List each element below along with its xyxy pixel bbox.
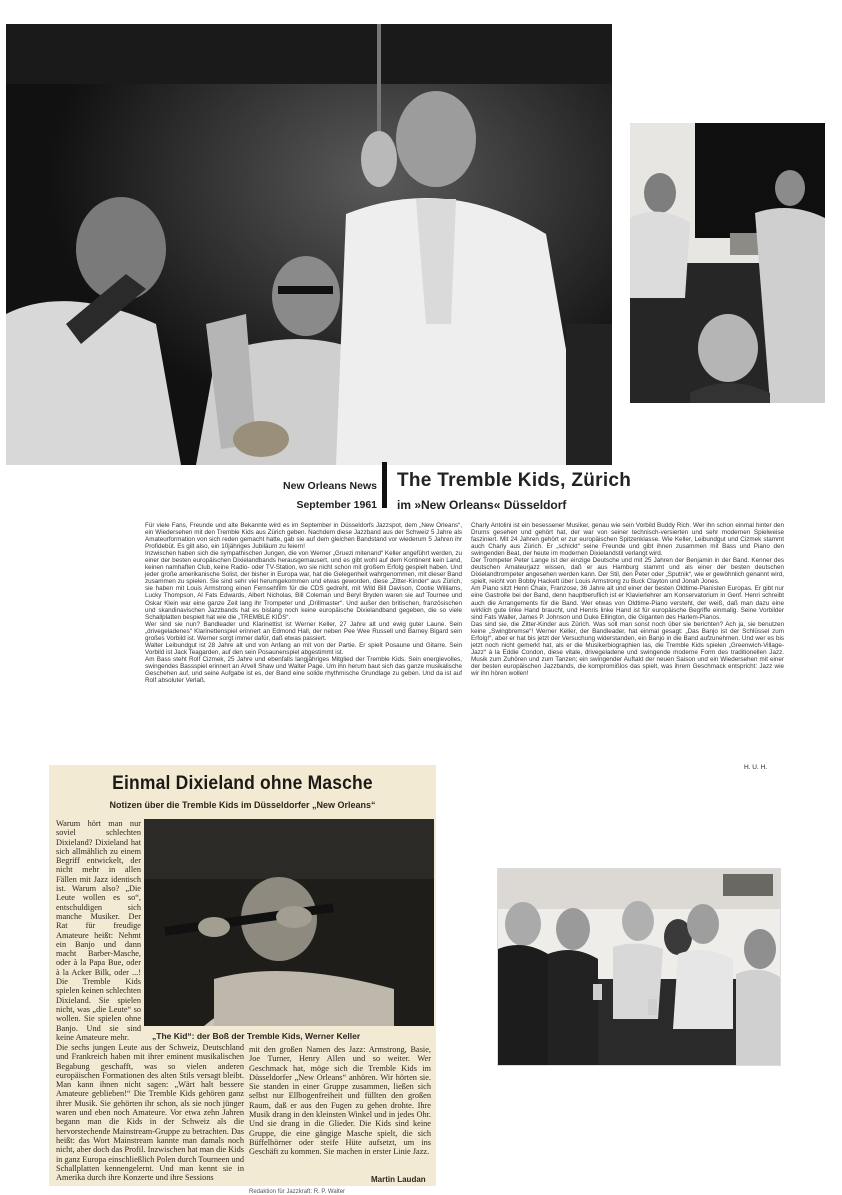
newspaper-clipping (49, 765, 436, 1195)
clipping-column-c: mit den großen Namen des Jazz: Armstrong, Basie, Joe Turner, Henry Allen und so weiter. Wer Geschmack hat, möge sich die Tremble Kids im Düsseldorfer „New Orleans“ anhören. Wir hörten sie. Sie standen in einer Gruppe zusammen, ließen sich selbst nur Ellbogenfreiheit und füllten den großen Raum, daß er aus den Fugen zu gehen drohte. Ihre Musik drang in den kleinsten Winkel und in jedes Ohr. Und sie drang in die Glieder. Die Kids sind keine Gruppe, die eine gängige Masche spielt, die sich Büffelhörner oder steife Hüte aufsetzt, um ins Geschäft zu kommen. Sie machen in erster Linie Jazz. (249, 1045, 431, 1157)
clipping-column-a: Warum hört man nur soviel schlechten Dixieland? Dixieland hat sich allmählich zu einem Begriff entwickelt, der nicht mehr in allen Fällen mit Jazz identisch ist. Warum also? „Die Leute wollen es so“, entschuldigen sich manche Musiker. Der Rat für freudige Amateure heißt: Nehmt ein Banjo und dann macht Barber-Masche, oder à la Papa Bue, oder à la Acker Bilk, oder ...! Die Tremble Kids spielen keinen schlechten Dixieland. Sie spielen nicht, was „die Leute“ so wollen. Sie spielen ohne Banjo. Und sie sind keine Amateure mehr. (56, 819, 141, 1042)
article-headline: The Tremble Kids, Zürich (397, 470, 632, 491)
clipping-photo-image (144, 819, 434, 1026)
kicker-date: September 1961 (296, 499, 377, 511)
article-left-column (145, 522, 462, 772)
kicker-publication: New Orleans News (283, 480, 377, 492)
top-right-photo-image (630, 123, 825, 403)
paragraph: Für viele Fans, Freunde und alte Bekannte wird es im September in Düsseldorfs Jazzspot, dem „New Orleans“, ein Wiedersehen mit den Tremble Kids aus Zürich geben. Nachdem diese Jazzband aus der Schweiz 5 Jahre als Amateurformation von sich reden gemacht hatte, gab sie auf dem gleichen Bandstand vor wiederum 5 Jahren ihr Profidebüt. Es gilt also, ein 10jähriges Jubiläum zu feiern! (145, 522, 462, 551)
main-photo (6, 24, 612, 465)
bottom-right-photo-image (498, 869, 780, 1065)
clipping-photo-caption: „The Kid“: der Boß der Tremble Kids, Werner Keller (152, 1031, 361, 1041)
paragraph: Am Piano sitzt Henri Chaix, Franzose, 36 Jahre alt und einer der besten Oldtime-Pianisten Europas. Er gibt nur eine Gastrolle bei der Band, denn hauptberuflich ist er Klavierlehrer am Konservatorium in Genf. Henri schreibt auch die Arrangements für die Band. Wer etwas von Oldtime-Piano versteht, der weiß, daß man dazu eine wirklich gute linke Hand braucht, und Henris linke Hand ist für europäische Begriffe einmalig. Seine Vorbilder sind Fats Waller, James P. Johnson und Duke Ellington, die Giganten des Harlem-Pianos. (471, 585, 784, 621)
paragraph: Inzwischen haben sich die sympathischen Jungen, die von Werner „Gruezi mitenand“ Keller angeführt werden, zu einer der besten europäischen Dixielandbands herausgemausert, und es gibt wohl auf dem Kontinent kein Land, keinen namhaften Club, keine Radio- oder TV-Station, wo sie nicht schon mit großem Erfolg gespielt haben. Und jeder große amerikanische Solist, der bisher in Europa war, hat die Gelegenheit wahrgenommen, mit dieser Band zusammen zu spielen. Sie sind sehr viel herumgekommen und etwas geworden, diese „Zitter-Kinder“ aus Zürich, sie haben mit Louis Armstrong einen Fernsehfilm für die CDS gedreht, mit Wild Bill Davison, Cootie Williams, Lucky Thompson, Al Fats Edwards, Albert Nicholas, Bill Coleman und Beryl Bryden waren sie auf Tournee und Oskar Klein war eine ganze Zeit lang ihr Trompeter und „Drillmaster“. Und außer den britischen, französischen und skandinavischen Jazzbands hat es bislang noch keine europäische Dixielandband gegeben, die so viele Schallplatten bespielt hat wie die „TREMBLE KIDS“. (145, 550, 462, 621)
article-signature: H. U. H. (744, 764, 768, 771)
article-right-column (471, 522, 784, 762)
paragraph: Walter Leibundgut ist 28 Jahre alt und von Anfang an mit von der Partie. Er spielt Posaune und Gitarre. Sein Vorbild ist Jack Teagarden, auf den sein Posaunenspiel abgestimmt ist. (145, 641, 462, 656)
main-photo-image (6, 24, 612, 465)
bottom-right-photo (497, 868, 781, 1066)
clipping-photo (144, 819, 434, 1026)
clipping-column-b: Die sechs jungen Leute aus der Schweiz, Deutschland und Frankreich haben mit ihrer eminent musikalischen Begabung geschafft, was so vielen anderen europäischen Formationen des alten Stils versagt bleibt. Man kann ihnen nicht sagen: „Wärt halt bessere Amateure geblieben!“ Die Tremble Kids gehören ganz ihrer Musik. Sie gehörten ihr schon, als sie noch jünger waren und eben noch Amateure. Vor etwa zehn Jahren begann man die Kids in der Schweiz als die hervorstechende Mainstream-Gruppe zu betrachten. Das heißt: das Wort Mainstream kannte man damals noch nicht, aber doch das Profil. Inzwischen hat man die Kids in ganz Europa einschließlich Polen durch Tourneen und Schallplatten kennengelernt. Und man kennt sie in Amerika durch ihre Konzerte und ihre Sessions (56, 1043, 244, 1183)
article-header (255, 462, 695, 512)
clipping-footer: Redaktion für Jazzkraft: R. P. Walter (249, 1189, 346, 1195)
paragraph: Wer sind sie nun? Bandleader und Klarinettist ist Werner Keller, 27 Jahre alt und ewig guter Laune. Sein „drivegeladenes“ Klarinettenspiel erinnert an Edmond Hall, der neben Pee Wee Russell und Barney Bigard sein großes Vorbild ist. Werner sorgt immer dafür, daß etwas passiert. (145, 620, 462, 642)
clipping-author: Martin Laudan (371, 1175, 426, 1184)
clipping-subtitle: Notizen über die Tremble Kids im Düsseldorfer „New Orleans“ (109, 800, 376, 810)
paragraph: Das sind sie, die Zitter-Kinder aus Zürich. Was soll man sonst noch über sie berichten? Ach ja, sie benutzen keine „Swingbremse“! Werner Keller, der Bandleader, hat einmal gesagt: „Das Banjo ist der Schlüssel zum Erfolg!“, aber er hat bis jetzt der Versuchung widerstanden, ein Banjo in die Band aufzunehmen. Und wer es bis jetzt noch nicht gemerkt hat, als er die Musikerbiographien las, die Tremble Kids spielen „Greenwich-Village-Jazz“ à la Eddie Condon, diese vitale, drivegeladene und swingende moderne Form des traditionellen Jazz. Musik zum Zuhören und zum Tanzen; ein swingender Auftakt der neuen Saison und ein Wiedersehen mit einer der besten europäischen Jazzbands, die kompromißlos das spielt, was ihrem Geschmack entspricht: Jazz wie wir ihn hören wollen! (471, 620, 784, 677)
clipping-title: Einmal Dixieland ohne Masche (112, 773, 373, 794)
top-right-photo (630, 123, 825, 403)
header-divider (382, 462, 387, 508)
paragraph: Charly Antolini ist ein besessener Musiker, genau wie sein Vorbild Buddy Rich. Wer ihn schon einmal hinter den Drums gesehen und gehört hat, der war von seiner technisch-versierten und sehr modernen Spielweise fasziniert. Mit 24 Jahren gehört er zur europäischen Spitzenklasse. Wie Keller, Leibundgut und Cizmek stammt auch Charly aus Zürich. Er „schickt“ seine Freunde und gibt ihnen zusammen mit Bass und Piano den swingenden Beat, der heute im modernen Dixielandstil verlangt wird. (471, 522, 784, 558)
article-subheadline: im »New Orleans« Düsseldorf (397, 498, 567, 512)
paragraph: Der Trompeter Peter Lange ist der einzige Deutsche und mit 25 Jahren der Benjamin in der Band. Kenner des deutschen Amateurjazz wissen, daß er aus Hamburg stammt und als einer der besten deutschen Dixielandtrompeter angesehen werden kann. Der Stil, den Peter oder „Sputnik“, wie er gewöhnlich genannt wird, spielt, reicht von Bobby Hackett über Louis Armstrong zu Buck Clayton und Jonah Jones. (471, 557, 784, 586)
paragraph: Am Bass steht Rolf Cizmek, 25 Jahre und ebenfalls langjähriges Mitglied der Tremble Kids. Sein energievolles, swingendes Bassspiel erinnert an Arvell Shaw und Walter Page. Um ihn herum baut sich das ganze musikalische Geschehen auf, und seine Aufgabe ist es, der Band eine solide rhythmische Grundlage zu geben. Und da ist auf Rolf absoluter Verlaß. (145, 655, 462, 685)
